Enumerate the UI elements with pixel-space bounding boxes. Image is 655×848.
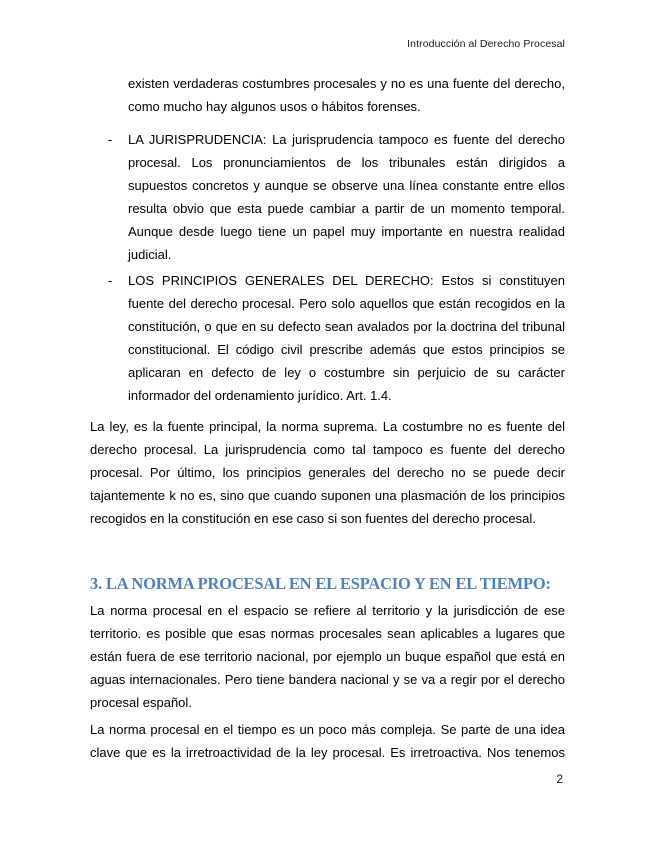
- list-item-text: LA JURISPRUDENCIA: La jurisprudencia tampoco es fuente del derecho procesal. Los pronunciamientos de los tribunales están dirigidos a supuestos concretos y aunque se observe una línea constante entre ellos resulta obvio que esta puede cambiar a partir de un momento temporal. Aunque desde luego tiene un papel muy importante en nuestra realidad judicial.: [128, 132, 565, 262]
- bullet-dash: -: [108, 273, 113, 288]
- paragraph-norma-tiempo: La norma procesal en el tiempo es un poco más compleja. Se parte de una idea clave que es la irretroactividad de la ley procesal. Es irretroactiva. Nos tenemos: [90, 722, 565, 760]
- paragraph-norma-espacio: La norma procesal en el espacio se refiere al territorio y la jurisdicción de ese territorio. es posible que esas normas procesales sean aplicables a lugares que están fuera de ese territorio nacional, por ejemplo un buque español que está en aguas internacionales. Pero tiene bandera nacional y se va a regir por el derecho procesal español.: [90, 603, 565, 710]
- list-item-text: LOS PRINCIPIOS GENERALES DEL DERECHO: Estos si constituyen fuente del derecho procesal. Pero solo aquellos que están recogidos en la constitución, o que en su defecto sean avalados por la doctrina del tribunal constitucional. El código civil prescribe además que estos principios se aplicaran en defecto de ley o costumbre sin perjuicio de su carácter informador del ordenamiento jurídico. Art. 1.4.: [128, 273, 565, 403]
- summary-paragraph: La ley, es la fuente principal, la norma suprema. La costumbre no es fuente del derecho procesal. La jurisprudencia como tal tampoco es fuente del derecho procesal. Por último, los principios generales del derecho no se puede decir tajantemente k no es, sino que cuando suponen una plasmación de los principios recogidos en la constitución en ese caso si son fuentes del derecho procesal.: [90, 419, 565, 526]
- section-heading: 3. LA NORMA PROCESAL EN EL ESPACIO Y EN EL TIEMPO:: [90, 574, 551, 593]
- continuation-paragraph: existen verdaderas costumbres procesales y no es una fuente del derecho, como mucho hay algunos usos o hábitos forenses.: [128, 76, 565, 114]
- bullet-dash: -: [108, 132, 113, 147]
- page-number: 2: [556, 772, 563, 786]
- running-header: Introducción al Derecho Procesal: [407, 38, 565, 50]
